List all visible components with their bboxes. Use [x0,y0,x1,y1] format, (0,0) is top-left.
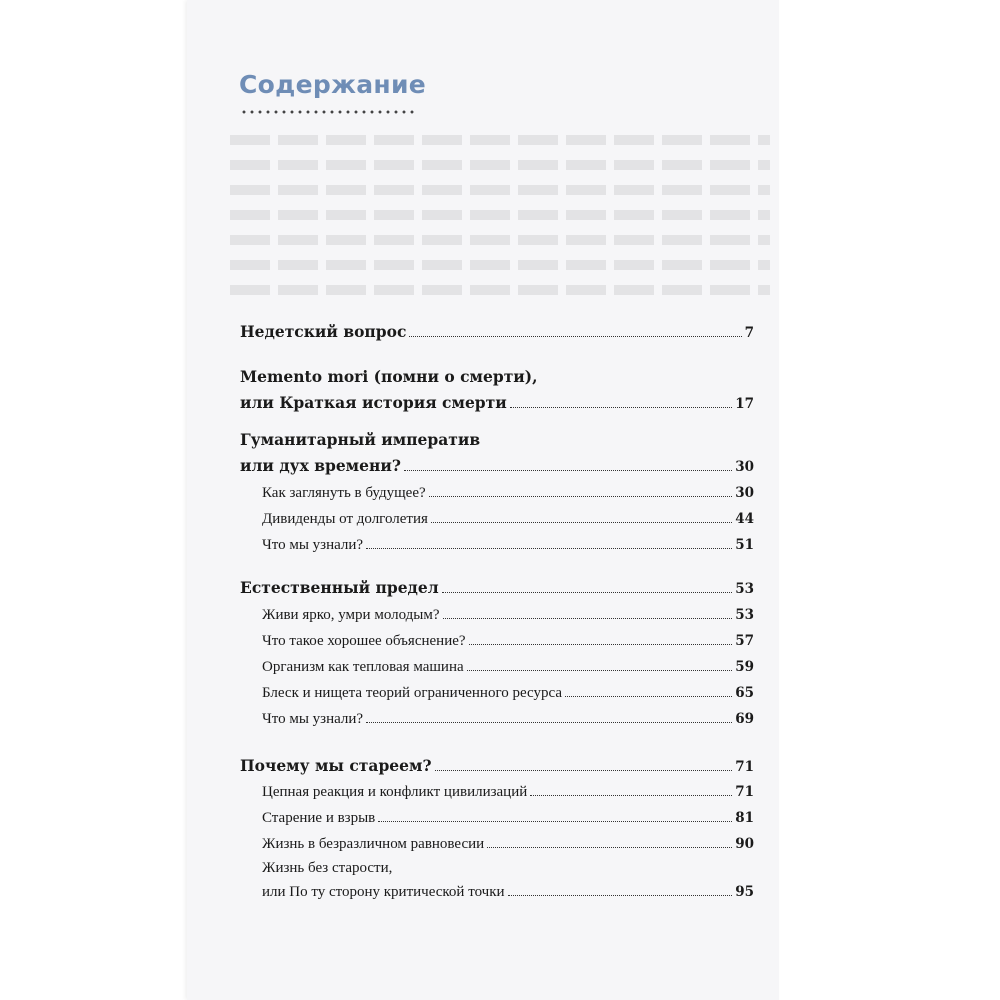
toc-page-number: 81 [735,810,754,826]
toc-entry-title-line2: или Краткая история смерти [240,393,507,412]
dot-leader [404,469,732,471]
dot-leader [442,591,733,593]
bleed-through-text [230,120,770,320]
toc-page-number: 59 [735,659,754,675]
toc-entry-title-line1: Memento mori (помни о смерти), [240,367,538,386]
toc-section[interactable] [262,810,754,834]
toc-page-number: 44 [735,511,754,527]
toc-page-number: 65 [735,685,754,701]
dot-leader [510,406,732,408]
toc-section[interactable] [262,633,754,657]
dot-leader [431,521,732,523]
toc-page-number: 71 [735,759,754,775]
toc-page-number: 17 [735,396,754,412]
toc-page-number: 90 [735,836,754,852]
toc-entry-title: Почему мы стареем? [240,756,432,775]
dot-leader [429,495,733,497]
toc-page-number: 53 [735,581,754,597]
toc-section[interactable] [262,607,754,631]
toc-section[interactable] [262,836,754,860]
toc-entry-title: Организм как тепловая машина [262,659,464,675]
toc-page-number: 30 [735,459,754,475]
toc-section[interactable] [262,711,754,735]
toc-page-number: 95 [735,884,754,900]
toc-entry-title: Дивиденды от долголетия [262,511,428,527]
toc-entry-title: Что такое хорошее объяснение? [262,633,466,649]
toc-page-number: 69 [735,711,754,727]
dot-leader [467,669,733,671]
dot-leader [366,721,732,723]
title-dotted-underline [240,110,418,114]
dot-leader [443,617,733,619]
toc-entry-title-line1: Гуманитарный императив [240,430,481,449]
toc-section[interactable] [262,685,754,709]
toc-page-number: 51 [735,537,754,553]
dot-leader [378,820,732,822]
toc-entry-title: Что мы узнали? [262,537,364,553]
toc-entry-title-line2: или По ту сторону критической точки [262,884,505,900]
toc-page-number: 71 [735,784,754,800]
dot-leader [409,335,741,337]
dot-leader [366,547,732,549]
toc-entry-title: Естественный предел [240,578,439,597]
toc-entry-title: Блеск и нищета теорий ограниченного ресурса [262,685,562,701]
dot-leader [530,794,732,796]
toc-entry-title: Старение и взрыв [262,810,376,826]
toc-chapter[interactable] [240,367,754,419]
toc-chapter[interactable] [240,756,754,782]
toc-entry-title-line1: Жизнь без старости, [262,860,393,876]
dot-leader [435,769,733,771]
toc-chapter[interactable] [240,430,754,482]
toc-entry-title: Недетский вопрос [240,322,407,341]
toc-entry-title: Как заглянуть в будущее? [262,485,426,501]
toc-section[interactable] [262,784,754,808]
dot-leader [508,894,733,896]
toc-entry-title: Цепная реакция и конфликт цивилизаций [262,784,528,800]
page-title: Содержание [239,70,427,99]
toc-section[interactable] [262,860,754,908]
toc-section[interactable] [262,485,754,509]
toc-page-number: 57 [735,633,754,649]
dot-leader [487,846,732,848]
toc-entry-title: Живи ярко, умри молодым? [262,607,440,623]
dot-leader [565,695,732,697]
dot-leader [469,643,733,645]
toc-section[interactable] [262,537,754,561]
toc-chapter[interactable] [240,578,754,604]
toc-page-number: 53 [735,607,754,623]
toc-entry-title-line2: или дух времени? [240,456,401,475]
toc-chapter[interactable] [240,322,754,348]
toc-page-number: 7 [744,325,754,341]
toc-entry-title: Жизнь в безразличном равновесии [262,836,485,852]
toc-entry-title: Что мы узнали? [262,711,364,727]
toc-page-number: 30 [735,485,754,501]
toc-section[interactable] [262,659,754,683]
toc-section[interactable] [262,511,754,535]
